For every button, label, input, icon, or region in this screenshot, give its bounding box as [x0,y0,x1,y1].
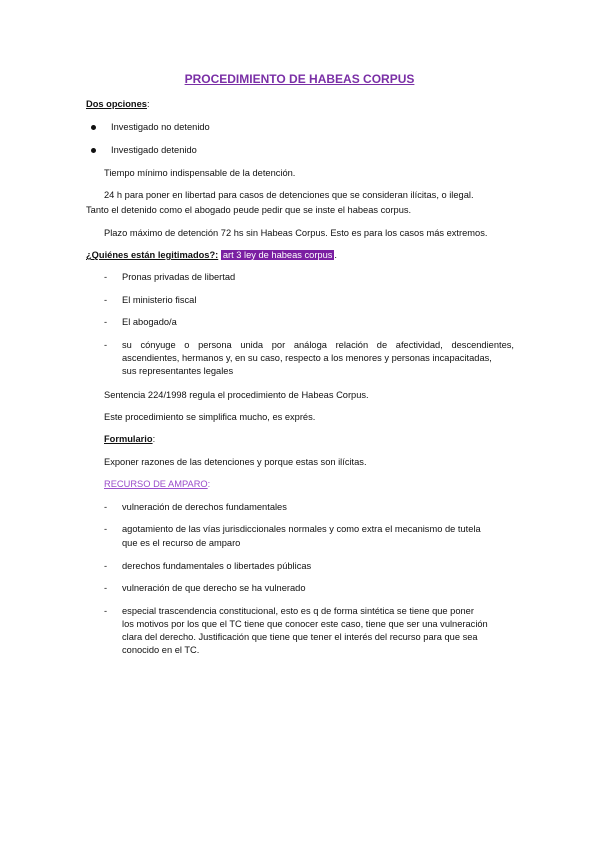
bullet-dot [91,148,96,153]
formulario-heading-line [104,434,155,445]
dos-opciones-colon: : [146,99,150,109]
page-title: PROCEDIMIENTO DE HABEAS CORPUS [184,72,415,86]
list-item: Investigado detenido [111,145,197,155]
formulario-heading: Formulario [104,434,153,444]
list-item-conyuge-line3: sus representantes legales [122,366,234,376]
list-item-trascendencia-line2: los motivos por los que el TC tiene que conocer este caso, tiene que ser una vulneración [122,619,488,629]
legitimados-trail: . [334,250,338,260]
dash-marker: - [104,524,108,534]
amparo-heading-line [104,479,210,490]
paragraph-24h-line2: Tanto el detenido como el abogado peude pedir que se inste el habeas corpus. [86,205,412,215]
paragraph-simplifica: Este procedimiento se simplifica mucho, es exprés. [104,412,316,422]
paragraph-tiempo: Tiempo mínimo indispensable de la detención. [104,168,296,178]
list-item: Pronas privadas de libertad [122,272,236,282]
dash-marker: - [104,340,108,350]
dos-opciones-heading: Dos opciones [86,99,147,109]
paragraph-24h-line1: 24 h para poner en libertad para casos de detenciones que se consideran ilícitas, o ilegal. [104,190,474,200]
list-item-trascendencia-line1: especial trascendencia constitucional, esto es q de forma sintética se tiene que poner [122,606,474,616]
list-item-trascendencia-line4: conocido en el TC. [122,645,200,655]
list-item: vulneración de derechos fundamentales [122,502,287,512]
dash-marker: - [104,272,108,282]
paragraph-formulario: Exponer razones de las detenciones y porque estas son ilícitas. [104,457,367,467]
dos-opciones-heading-line [86,99,150,110]
bullet-dot [91,125,96,130]
list-item: derechos fundamentales o libertades públicas [122,561,312,571]
dash-marker: - [104,502,108,512]
list-item: vulneración de que derecho se ha vulnerado [122,583,306,593]
dash-marker: - [104,295,108,305]
list-item-agotamiento-line2: que es el recurso de amparo [122,538,241,548]
dash-marker: - [104,606,108,616]
paragraph-sentencia: Sentencia 224/1998 regula el procedimiento de Habeas Corpus. [104,390,369,400]
amparo-colon: : [207,479,211,489]
paragraph-plazo: Plazo máximo de detención 72 hs sin Habeas Corpus. Esto es para los casos más extremos. [104,228,488,238]
list-item-trascendencia-line3: clara del derecho. Justificación que tiene que tener el interés del recurso para que sea [122,632,478,642]
legitimados-heading: ¿Quiénes están legitimados?: [86,250,219,260]
list-item-agotamiento-line1: agotamiento de las vías jurisdiccionales normales y como extra el mecanismo de tutela [122,524,481,534]
legitimados-heading-line [86,250,337,261]
dash-marker: - [104,317,108,327]
amparo-heading: RECURSO DE AMPARO [104,479,208,489]
list-item: El ministerio fiscal [122,295,197,305]
list-item-conyuge-line2: ascendientes, hermanos y, en su caso, respecto a los menores y personas incapacitadas, [122,353,492,363]
dash-marker: - [104,583,108,593]
list-item-conyuge-line1: su cónyuge o persona unida por análoga relación de afectividad, descendientes, [122,340,514,350]
list-item: Investigado no detenido [111,122,210,132]
formulario-colon: : [152,434,156,444]
highlight-art3: art 3 ley de habeas corpus [222,250,333,260]
dash-marker: - [104,561,108,571]
list-item: El abogado/a [122,317,177,327]
